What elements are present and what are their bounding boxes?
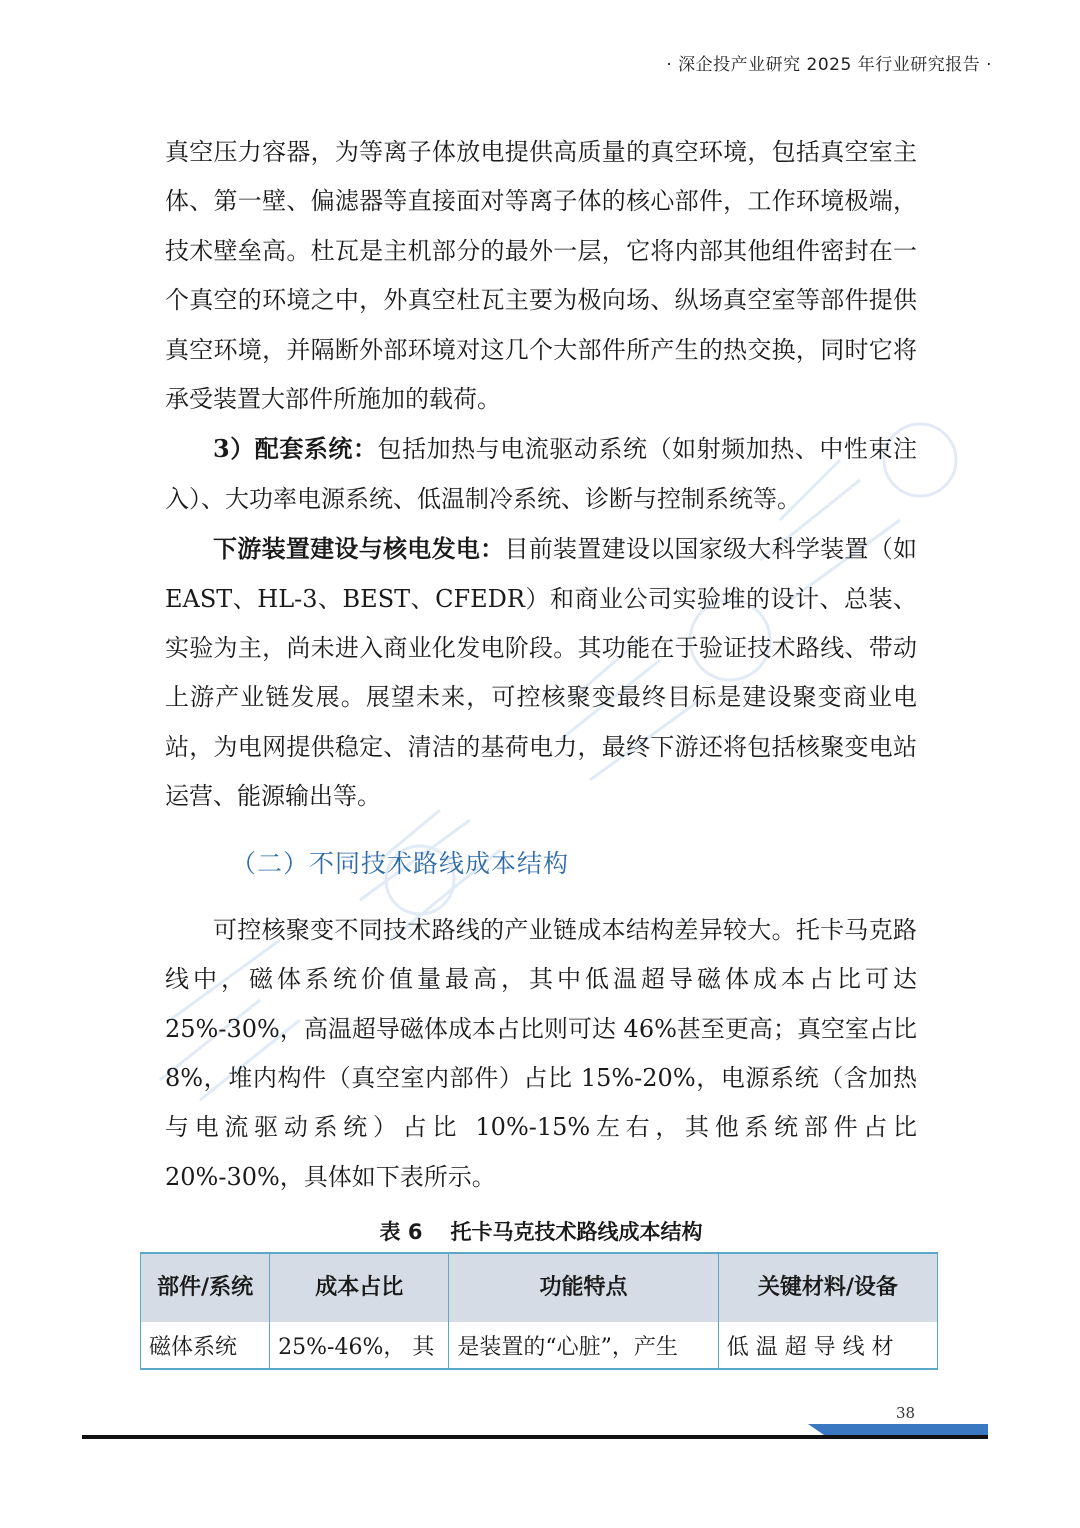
table-cell: 25%-46%， 其 (270, 1322, 449, 1369)
supporting-systems-label: 3）配套系统： (213, 434, 378, 464)
downstream-text: 目前装置建设以国家级大科学装置（如 EAST、HL-3、BEST、CFEDR）和商业公司实验堆的设计、总装、实验为主，尚未进入商业化发电阶段。其功能在于验证技术路线、带动上游产业链发展。展望未来，可控核聚变最终目标是建设聚变商业电站，为电网提供稳定、清洁的基荷电力，最终下游还将包括核聚变电站运营、能源输出等。 (165, 535, 918, 811)
table-row (141, 1322, 938, 1369)
header-cost-share: 成本占比 (270, 1253, 449, 1322)
cost-structure-table (140, 1252, 938, 1370)
paragraph-supporting-systems (165, 424, 917, 524)
header-function: 功能特点 (449, 1253, 718, 1322)
header-key-materials: 关键材料/设备 (718, 1253, 937, 1322)
paragraph-downstream (165, 524, 917, 821)
footer-accent-tab (808, 1424, 988, 1435)
table-cell: 低 温 超 导 线 材 (718, 1322, 937, 1369)
paragraph-cost-structure: 可控核聚变不同技术路线的产业链成本结构差异较大。托卡马克路线中，磁体系统价值量最高，其中低温超导磁体成本占比可达 25%-30%，高温超导磁体成本占比则可达 46%甚至更高；真空室占比 8%，堆内构件（真空室内部件）占比 15%-20%，电源系统（含加热与电流驱动系统）占比 10%-15%左右，其他系统部件占比 20%-30%，具体如下表所示。 (165, 915, 917, 1191)
table-caption (165, 1212, 917, 1252)
table-caption-number: 表 6 (379, 1220, 423, 1245)
downstream-label: 下游装置建设与核电发电： (213, 534, 505, 564)
table-cell: 是装置的“心脏”，产生 (449, 1322, 718, 1369)
section-title: （二）不同技术路线成本结构 (231, 848, 570, 878)
supporting-systems-text: 包括加热与电流驱动系统（如射频加热、中性束注入）、大功率电源系统、低温制冷系统、诊断与控制系统等。 (165, 435, 918, 513)
footer-rule (82, 1435, 988, 1439)
table-caption-title: 托卡马克技术路线成本结构 (450, 1220, 703, 1245)
page-number: 38 (896, 1404, 916, 1422)
table-cell: 磁体系统 (141, 1322, 270, 1369)
running-header: · 深企投产业研究 2025 年行业研究报告 · (666, 55, 992, 75)
header-component: 部件/系统 (141, 1253, 270, 1322)
paragraph-vacuum-vessel: 真空压力容器，为等离子体放电提供高质量的真空环境，包括真空室主体、第一壁、偏滤器等直接面对等离子体的核心部件，工作环境极端，技术壁垒高。杜瓦是主机部分的最外一层，它将内部其他组件密封在一个真空的环境之中，外真空杜瓦主要为极向场、纵场真空室等部件提供真空环境，并隔断外部环境对这几个大部件所产生的热交换，同时它将承受装置大部件所施加的载荷。 (165, 138, 917, 414)
table-header-row (141, 1253, 938, 1322)
body-content (165, 128, 917, 1262)
